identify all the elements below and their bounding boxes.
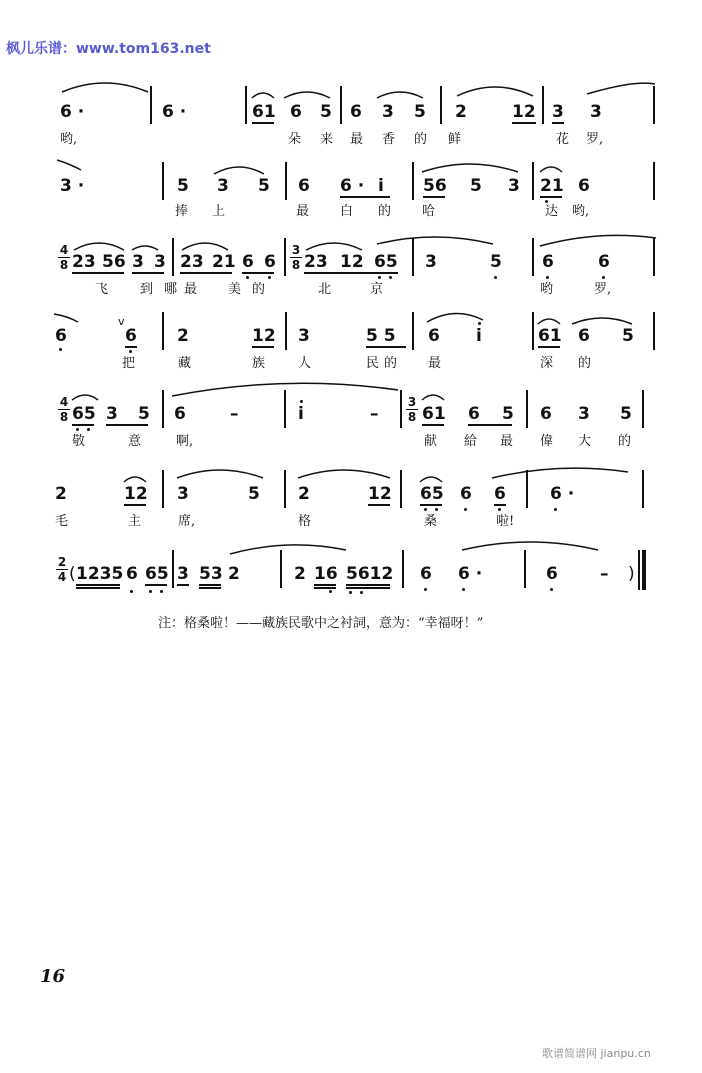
note: 61 [538, 326, 562, 346]
note: 6 [578, 326, 590, 346]
note: 6 [298, 176, 310, 196]
note: 6 [126, 564, 138, 584]
tie-arc [52, 312, 82, 324]
barline [162, 390, 164, 428]
slur-arc [130, 242, 160, 252]
lyric: 格 [298, 514, 312, 529]
note: 23 [180, 252, 204, 272]
note: 5 [620, 404, 632, 424]
slur-arc [175, 466, 265, 480]
note: 6 · [60, 102, 85, 122]
tie-arc [60, 78, 150, 94]
barline [532, 312, 534, 350]
slur-arc [420, 390, 446, 402]
note: 12 [340, 252, 364, 272]
barline [642, 470, 644, 508]
note: 65 [420, 484, 444, 504]
note: 2 [177, 326, 189, 346]
note: 6 [350, 102, 362, 122]
breath-mark: v [118, 315, 125, 328]
lyric: 罗, [586, 132, 604, 147]
tie-arc [55, 158, 85, 172]
tie-arc [490, 466, 630, 480]
lyric: 到 [140, 282, 154, 297]
barline [412, 312, 414, 350]
barline [400, 470, 402, 508]
slur-arc [296, 466, 392, 480]
slur-arc [425, 310, 485, 324]
note: 5 [470, 176, 482, 196]
barline [284, 470, 286, 508]
lyric: 哟, [572, 204, 590, 219]
note: 5 [258, 176, 270, 196]
note: 3 [177, 564, 189, 584]
note: 61 [252, 102, 276, 122]
barline [412, 238, 414, 276]
lyric: 給 [464, 434, 478, 449]
note: 6 [542, 252, 554, 272]
lyric: 飞 [95, 282, 109, 297]
note: 2 [455, 102, 467, 122]
time-signature-value: 2 4 [57, 555, 67, 584]
note: 6 [242, 252, 254, 272]
barline [172, 238, 174, 276]
note: – [230, 404, 239, 424]
lyric: 人 [298, 356, 312, 371]
note: 5 [177, 176, 189, 196]
note: i [298, 404, 304, 424]
note: 6 [420, 564, 432, 584]
note: 2 [228, 564, 240, 584]
note: 3 [552, 102, 564, 122]
barline [284, 238, 286, 276]
note: 3 [508, 176, 520, 196]
barline [150, 86, 152, 124]
slur-arc [570, 314, 634, 326]
lyric: 意 [128, 434, 142, 449]
note: 6 [125, 326, 137, 346]
lyric: 偉 [540, 434, 554, 449]
lyric: 献 [424, 434, 438, 449]
slur-arc [420, 160, 520, 174]
barline [280, 550, 282, 588]
tie-arc [228, 542, 348, 556]
note: 12 [512, 102, 536, 122]
time-signature [58, 396, 70, 423]
time-signature [290, 244, 302, 271]
footnote: 注：格桑啦！——藏族民歌中之衬詞，意为：“幸福呀！” [158, 616, 484, 631]
lyric: 来 [320, 132, 334, 147]
lyric: 啊, [176, 434, 194, 449]
lyric: 朵 [288, 132, 302, 147]
lyric: 上 [212, 204, 226, 219]
lyric: 最 [500, 434, 514, 449]
barline [284, 390, 286, 428]
note: 65 [72, 404, 96, 424]
lyric: 大 [578, 434, 592, 449]
time-signature-value: 4 8 [59, 395, 69, 424]
lyric: 最 [428, 356, 442, 371]
barline [162, 470, 164, 508]
time-signature-value: 3 8 [407, 395, 417, 424]
note: 6 [540, 404, 552, 424]
barline [340, 86, 342, 124]
page-number: 16 [40, 966, 66, 987]
lyric: 民 [366, 356, 380, 371]
lyric: 毛 [55, 514, 69, 529]
lyric: 香 [382, 132, 396, 147]
note: 6 · [340, 176, 365, 196]
note: 6 [55, 326, 67, 346]
note: 2 [298, 484, 310, 504]
slur-arc [70, 390, 100, 402]
note: 3 [217, 176, 229, 196]
note: 3 [106, 404, 118, 424]
lyric: 哟 [540, 282, 554, 297]
slur-arc [122, 472, 148, 484]
tie-arc [538, 234, 658, 248]
barline [285, 312, 287, 350]
note: 5 [414, 102, 426, 122]
note: 5 [320, 102, 332, 122]
note: 6 [578, 176, 590, 196]
barline [402, 550, 404, 588]
note: 6 · [162, 102, 187, 122]
note: 12 [124, 484, 148, 504]
note: 6 [174, 404, 186, 424]
lyric: 花 [556, 132, 570, 147]
lyric: 席, [178, 514, 196, 529]
slur-arc [180, 238, 230, 252]
barline [653, 312, 655, 350]
lyric: 的 [618, 434, 632, 449]
lyric: 哈 [422, 204, 436, 219]
note: 3 [298, 326, 310, 346]
barline [400, 390, 402, 428]
paren-close: ) [628, 564, 635, 584]
lyric: 的 [252, 282, 266, 297]
note: 5 [138, 404, 150, 424]
note: 3 [425, 252, 437, 272]
lyric: 捧 [175, 204, 189, 219]
barline [532, 238, 534, 276]
note: 3 [177, 484, 189, 504]
note: 6 [290, 102, 302, 122]
barline [653, 238, 655, 276]
note: 16 [314, 564, 338, 584]
lyric: 深 [540, 356, 554, 371]
lyric: 最 [350, 132, 364, 147]
note: 6 · [550, 484, 575, 504]
note: 3 [590, 102, 602, 122]
lyric: 主 [128, 514, 142, 529]
slur-arc [418, 472, 444, 484]
time-signature [56, 556, 68, 583]
note: 23 [304, 252, 328, 272]
note: 5612 [346, 564, 394, 584]
paren-open: ( [69, 564, 76, 584]
note: 1235 [76, 564, 124, 584]
lyric: 的 [384, 356, 398, 371]
final-barline [642, 550, 646, 590]
barline [542, 86, 544, 124]
note: – [600, 564, 609, 584]
note: 56 [423, 176, 447, 196]
note: 5 [248, 484, 260, 504]
lyric: 最 [184, 282, 198, 297]
watermark: 歌谱简谱网 jianpu.cn [542, 1047, 651, 1060]
slur-arc [538, 162, 564, 174]
lyric: 鲜 [448, 132, 462, 147]
note: 12 [368, 484, 392, 504]
tie-arc [375, 234, 495, 246]
lyric: 的 [578, 356, 592, 371]
note: 6 · [458, 564, 483, 584]
barline [526, 390, 528, 428]
note: 5 [622, 326, 634, 346]
slur-arc [455, 82, 535, 98]
lyric: 最 [296, 204, 310, 219]
lyric: 啦! [496, 514, 515, 529]
barline [172, 550, 174, 588]
slur-arc [72, 238, 126, 252]
time-signature [406, 396, 418, 423]
barline [412, 162, 414, 200]
note: 5 5 [366, 326, 396, 346]
note: i [378, 176, 384, 196]
time-signature-value: 3 8 [291, 243, 301, 272]
lyric: 白 [340, 204, 354, 219]
note: – [370, 404, 379, 424]
barline [440, 86, 442, 124]
slur-arc [282, 88, 332, 100]
note: 21 [212, 252, 236, 272]
note: 6 [264, 252, 276, 272]
barline [524, 550, 526, 588]
barline [162, 312, 164, 350]
lyric: 哪 [164, 282, 178, 297]
lyric: 哟, [60, 132, 78, 147]
slur-arc [304, 238, 364, 252]
slur-arc [375, 88, 425, 100]
barline [245, 86, 247, 124]
lyric: 把 [122, 356, 136, 371]
slur-arc [250, 88, 276, 100]
tie-arc [460, 538, 600, 552]
note: 3 [382, 102, 394, 122]
note: 6 [494, 484, 506, 504]
note: 6 [428, 326, 440, 346]
site-header: 枫儿乐谱：www.tom163.net [6, 41, 211, 57]
lyric: 罗, [594, 282, 612, 297]
note: 3 [132, 252, 144, 272]
lyric: 的 [414, 132, 428, 147]
slur-arc [212, 162, 266, 176]
note: 3 [154, 252, 166, 272]
note: 2 [294, 564, 306, 584]
note: 6 [546, 564, 558, 584]
note: 21 [540, 176, 564, 196]
barline [653, 86, 655, 124]
note: 65 [374, 252, 398, 272]
barline [285, 162, 287, 200]
lyric: 族 [252, 356, 266, 371]
note: 12 [252, 326, 276, 346]
note: 5 [502, 404, 514, 424]
lyric: 桑 [424, 514, 438, 529]
lyric: 藏 [178, 356, 192, 371]
lyric: 敬 [72, 434, 86, 449]
note: 5 [490, 252, 502, 272]
note: 3 · [60, 176, 85, 196]
note: 23 [72, 252, 96, 272]
lyric: 的 [378, 204, 392, 219]
barline [638, 550, 640, 590]
barline [532, 162, 534, 200]
note: 6 [468, 404, 480, 424]
time-signature [58, 244, 70, 271]
note: 61 [422, 404, 446, 424]
barline [162, 162, 164, 200]
note: 65 [145, 564, 169, 584]
slur-arc [536, 314, 562, 326]
note: 6 [598, 252, 610, 272]
lyric: 京 [370, 282, 384, 297]
barline [642, 390, 644, 428]
note: i [476, 326, 482, 346]
lyric: 美 [228, 282, 242, 297]
lyric: 北 [318, 282, 332, 297]
note: 56 [102, 252, 126, 272]
barline [653, 162, 655, 200]
barline [526, 470, 528, 508]
tie-arc [585, 82, 655, 96]
time-signature-value: 4 8 [59, 243, 69, 272]
note: 6 [460, 484, 472, 504]
note: 2 [55, 484, 67, 504]
note: 53 [199, 564, 223, 584]
note: 3 [578, 404, 590, 424]
lyric: 达 [545, 204, 559, 219]
